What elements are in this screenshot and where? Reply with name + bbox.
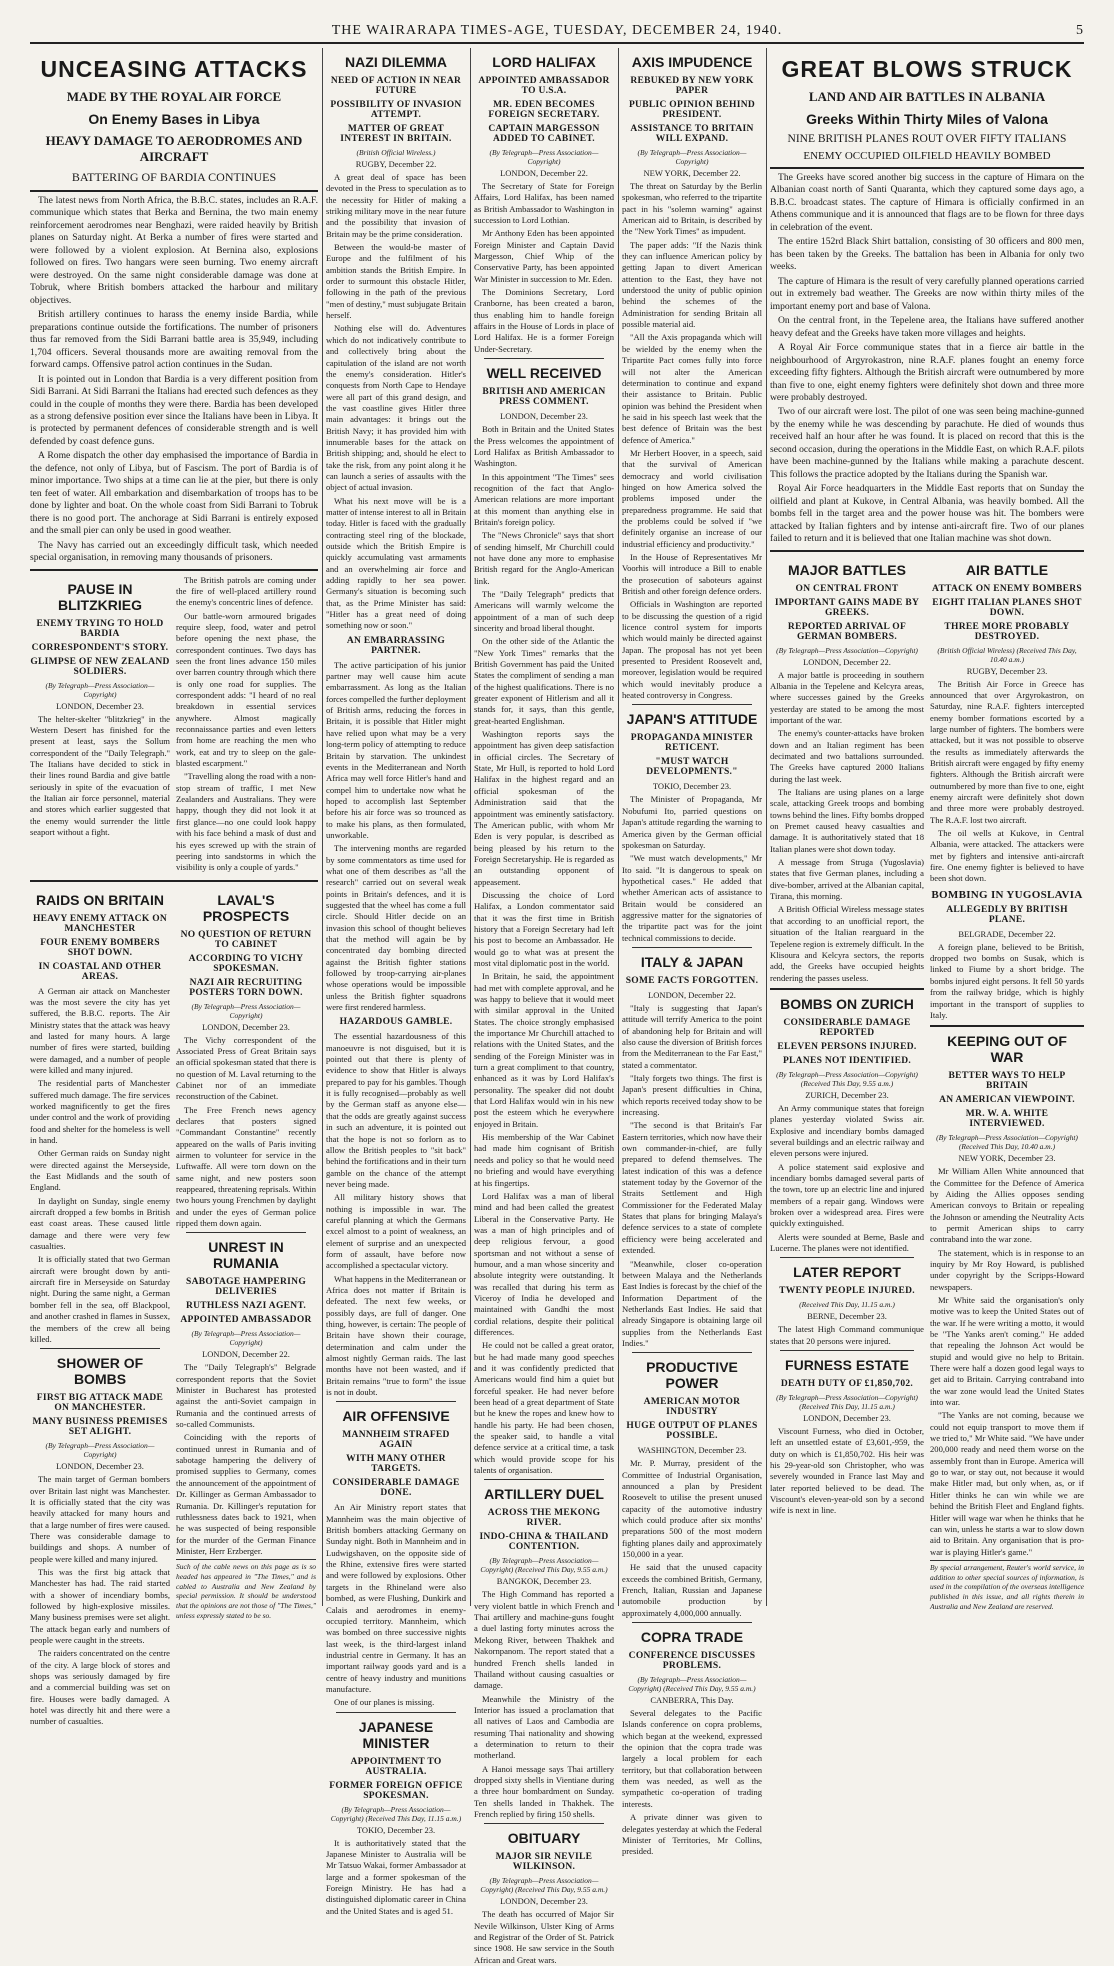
column-1: [30, 48, 318, 1727]
paragraph: Mr Anthony Eden has been appointed Foreign Minister and Captain David Margesson, Chief Whip of the Conservative Party, has been appointed War Minister in succession to Mr. Eden.: [474, 228, 614, 284]
paragraph: "All the Axis propaganda which will be wielded by the enemy when the Tripartite Pact comes fully into force will not alter the American determination to continue and expand their assistance to Britain. Public opinion was behind the President when he said in his speech last week that the best defence of Britain was the best defence of America.": [622, 332, 762, 445]
credit: (By Telegraph—Press Association—Copyright): [776, 645, 918, 655]
paragraph: A great deal of space has been devoted in the Press to speculation as to the necessity for Hitler of making a striking military move in the near future and the possibility that invasion of Britain may be the prime consideration.: [326, 172, 466, 239]
headline: BOMBS ON ZURICH: [780, 995, 914, 1012]
headline: PRODUCTIVE POWER: [646, 1359, 738, 1392]
paragraph: The Dominions Secretary, Lord Cranborne, has been created a baron, thus enabling him to handle foreign affairs in the House of Lords in place of Lord Halifax. He is a former Foreign Under-Secretary.: [474, 287, 614, 354]
subhead: EIGHT ITALIAN PLANES SHOT DOWN.: [932, 597, 1082, 618]
paragraph: The "Daily Telegraph" predicts that Americans will warmly welcome the appointment of a man of such deep sincerity and broad liberal thought.: [474, 588, 614, 633]
subhead: FIRST BIG ATTACK MADE ON MANCHESTER.: [36, 1393, 164, 1414]
subhead: BETTER WAYS TO HELP BRITAIN: [948, 1071, 1066, 1092]
subhead: PLANES NOT IDENTIFIED.: [782, 1055, 912, 1066]
paragraph: Mr Herbert Hoover, in a speech, said that the survival of American democracy and world civilisation hinged on how America solved the problems imposed under the preparedness programme. He said that the problems could be solved if "we definitely organise an increase of our industrial efficiency and productivity.": [622, 447, 762, 549]
subhead: On Enemy Bases in Libya: [88, 111, 260, 127]
credit: (By Telegraph—Press Association—Copyright) (Received This Day, 9.55 a.m.): [480, 1876, 608, 1895]
page-number: 5: [1076, 23, 1084, 38]
paragraph: It is officially stated that two German aircraft were brought down by anti-aircraft fire in Merseyside on Saturday night. During the same night, a German bomber fell in the sea, off Blackpool, and another crashed in flames in Sussex, the members of the crew all being killed.: [30, 1254, 170, 1344]
paragraph: A Hanoi message says Thai artillery dropped sixty shells in Vientiane during a three hour bombardment on Sunday. Ten shells landed in Thakhek. The French replied by firing 150 shells.: [474, 1763, 614, 1819]
subhead: PROPAGANDA MINISTER RETICENT.: [630, 733, 754, 754]
subhead: CONFERENCE DISCUSSES PROBLEMS.: [628, 1651, 756, 1672]
subhead: MADE BY THE ROYAL AIR FORCE: [66, 89, 282, 104]
subhead: DEATH DUTY OF £1,850,702.: [780, 1379, 914, 1390]
paragraph: Viscount Furness, who died in October, left an unsettled estate of £3,601,-959, the duty on which is £1,850,702. His heir was his 29-year-old son Christopher, who was severely wounded in France last May and later reported believed to be dead. The Viscount's eleven-year-old son by a second wife is next in line.: [770, 1426, 924, 1516]
dateline: LONDON, December 22.: [500, 168, 588, 178]
paragraph: The High Command has reported a very violent battle in which French and Thai artillery and machine-guns fought a duel lasting forty minutes across the Mekong River, between Thakhek and Nakornpanom. The report stated that a hundred French shells landed in Thailand without causing casualties or damage.: [474, 1589, 614, 1691]
headline: LATER REPORT: [793, 1264, 901, 1281]
headline: AIR OFFENSIVE: [342, 1408, 450, 1425]
paragraph: He said that the unused capacity exceeds the combined British, Germany, French, Italian, Russian and Japanese automobile production by approximately 4,000,000 annually.: [622, 1562, 762, 1618]
subhead: CONSIDERABLE DAMAGE REPORTED: [783, 1017, 911, 1038]
paragraph: On the other side of the Atlantic the "New York Times" remarks that the British Government has paid the United States the compliment of sending a man of the highest qualifications. There is no greater exponent of Hitlerism and all it stands for, it says, than this gentle, great-hearted Englishman.: [474, 636, 614, 726]
paragraph: Several delegates to the Pacific Islands conference on copra problems, which began at the weekend, expressed the opinion that the copra trade was largely a local problem for each territory, but that collaboration between them was needed, as well as the sympathetic co-operation of trading interests.: [622, 1708, 762, 1809]
paragraph: Mr William Allen White announced that the Committee for the Defence of America by Aiding the Allies opposes sending American convoys to Britain or repealing the Johnson or amending the Neutrality Acts to permit American ships to carry contraband into the war zone.: [930, 1166, 1084, 1245]
paragraph: The raiders concentrated on the centre of the city. A large block of stores and shops was seriously damaged by fire and a commercial building was set on fire. Houses were badly damaged. A hotel was directly hit and there were a number of casualties.: [30, 1648, 170, 1727]
headline: LORD HALIFAX: [492, 54, 596, 70]
paragraph: The "Daily Telegraph's" Belgrade correspondent reports that the Soviet Minister in Bucharest has protested against the anti-Soviet campaign in Rumania and the continued arrests of so-called Communists.: [176, 1362, 316, 1430]
subhead: ASSISTANCE TO BRITAIN WILL EXPAND.: [630, 124, 754, 144]
credit: (By Telegraph—Press Association—Copyright): [489, 148, 599, 166]
article-body: [770, 172, 1084, 546]
dateline: BELGRADE, December 22.: [958, 928, 1056, 939]
paragraph: Between the would-be master of Europe and the fulfilment of his ambition stands the British Empire. In order to surmount this obstacle Hitler, following in the path of the previous "men of destiny," must subjugate Britain herself.: [326, 242, 466, 321]
subhead: SOME FACTS FORGOTTEN.: [625, 975, 759, 986]
article-pause-cont: [176, 575, 316, 876]
dateline: LONDON, December 23.: [56, 1461, 144, 1472]
credit: (By Telegraph—Press Association—Copyright): [191, 1329, 301, 1348]
credit: (British Official Wireless.): [356, 148, 436, 157]
headline: PAUSE IN BLITZKRIEG: [58, 580, 142, 613]
headline: JAPANESE MINISTER: [358, 1718, 434, 1751]
subhead: APPOINTMENT TO AUSTRALIA.: [350, 1756, 442, 1777]
subhead: AN AMERICAN VIEWPOINT.: [939, 1095, 1075, 1106]
paragraph: "The second is that Britain's Far Eastern territories, which now have their own commander-in-chief, are fully prepared to defend themselves. The latest indication of this was a defence statement today by the Governor of the Straits Settlement and High Commissioner for the Federated Malay States that plans for bringing Malaya's defence services to a state of complete efficiency were being accelerated and extended.: [622, 1120, 762, 1256]
column-rule: [470, 48, 471, 1606]
paragraph: Nothing else will do. Adventures which do not indicatively contribute to and collectively bring about the capitulation of the island are not worth the enemy's consideration. Hitler's conquests from North Cape to Hendaye were all part of this grand design, and the vast coastline gives Hitler three main advantages: it brings out the British Navy; it has provided him with innumerable bases for the attack on British shipping; and, should he elect to take the risk, from any point along it he can launch a series of assaults with the object of actual invasion.: [326, 323, 466, 493]
subhead: RUTHLESS NAZI AGENT.: [185, 1301, 307, 1312]
paragraph: The threat on Saturday by the Berlin spokesman, who referred to the tripartite pact in his "solemn warning" against American aid to Britain, is described by the "New York Times" as impudent.: [622, 181, 762, 237]
paragraph: The death has occurred of Major Sir Nevile Wilkinson, Ulster King of Arms and Registrar of the Order of St. Patrick since 1908. He saw service in the South African and Great wars.: [474, 1909, 614, 1965]
column-3: [474, 48, 614, 1965]
paragraph: Alerts were sounded at Berne, Basle and Lucerne. The planes were not identified.: [770, 1231, 924, 1253]
paragraph: Other German raids on Sunday night were directed against the Merseyside, the East Midlands and the south of England.: [30, 1148, 170, 1193]
dateline: LONDON, December 23.: [500, 411, 588, 422]
subhead: WITH MANY OTHER TARGETS.: [346, 1454, 446, 1475]
paragraph: The enemy's counter-attacks have broken down and an Italian regiment has been decimated and two battalions surrounded. The Greeks have captured 2000 Italians during the last week.: [770, 728, 924, 784]
paragraph: On the central front, in the Tepelene area, the Italians have suffered another heavy defeat and the Greeks have taken more villages and heights.: [770, 315, 1084, 339]
paragraph: Both in Britain and the United States the Press welcomes the appointment of Lord Halifax as British Ambassador to Washington.: [474, 424, 614, 469]
paragraph: Our battle-worn armoured brigades require sleep, food, water and petrol before opening the next phase, the correspondent continues. Two days has seen the front lines advance 150 miles over barren country through which there is only one road for supplies. The correspondent adds: "I heard of no real breakdown in essential services anywhere. Almost magically reconnaissance parties and even letters from home are reaching the men who work, eat and try to sleep on the gale-blasted escarpment.": [176, 610, 316, 769]
subhead: MR. W. A. WHITE INTERVIEWED.: [965, 1109, 1049, 1130]
subhead: ENEMY TRYING TO HOLD BARDIA: [36, 618, 164, 639]
paragraph: It is pointed out in London that Bardia is a very different position from Sidi Barrani. At Sidi Barrani the Italians had erected such defences as they could in the couple of months they were there. Bardia has been developed as a strong defensive position ever since the Italians have been in Libya. It is protected by permanent defences of considerable strength and is well defended by coast defence guns.: [30, 373, 318, 447]
subhead: NAZI AIR RECRUITING POSTERS TORN DOWN.: [189, 977, 303, 998]
headline-unceasing-attacks: UNCEASING ATTACKS: [40, 56, 308, 82]
dateline: ZURICH, December 23.: [805, 1089, 889, 1100]
paragraph: A message from Struga (Yugoslavia) states that five German planes, including a dive-bomber, arrived at the Albanian capital, Tirana, this morning.: [770, 857, 924, 902]
headline: COPRA TRADE: [640, 1629, 744, 1646]
subhead: ACROSS THE MEKONG RIVER.: [487, 1508, 601, 1529]
paragraph: Meanwhile the Ministry of the Interior has issued a proclamation that all natives of Laos and Cambodia are resuming Thai nationality and showing a determination to return to their motherland.: [474, 1693, 614, 1761]
dateline: BANGKOK, December 23.: [496, 1576, 592, 1587]
headline: UNREST IN RUMANIA: [208, 1239, 284, 1272]
subhead: NINE BRITISH PLANES ROUT OVER FIFTY ITALIANS: [787, 133, 1067, 145]
paragraph: The entire 152rd Black Shirt battalion, consisting of 30 officers and 800 men, has been taken by the Greeks. The battalion has been in Albania for only two weeks.: [770, 236, 1084, 273]
headline: FURNESS ESTATE: [785, 1357, 909, 1374]
paragraph: A private dinner was given to delegates yesterday at which the Federal Minister of Territories, Mr Collins, presided.: [622, 1812, 762, 1857]
paragraph: Washington reports says the appointment has given deep satisfaction in official circles. The Secretary of State, Mr Hull, is reported to hold Lord Halifax in the highest regard and an official spokesman of the Administration said that the appointment was eminently satisfactory. The American public, with whom Mr Eden is very popular, is described as being pleased by his return to the Foreign Secretaryship. He is regarded as an outstanding opponent of appeasement.: [474, 729, 614, 887]
paragraph: An Army communique states that foreign planes yesterday violated Swiss air. Explosive and incendiary bombs damaged several buildings and an electric railway and eleven persons were injured.: [770, 1102, 924, 1159]
headline: SHOWER OF BOMBS: [56, 1355, 144, 1388]
dateline: NEW YORK, December 23.: [958, 1153, 1056, 1164]
paragraph: The residential parts of Manchester suffered much damage. The fire services worked magnificently to get the fires under control and the work of providing food and shelter for the homeless is well in hand.: [30, 1078, 170, 1145]
paragraph: A British Official Wireless message states that according to an unofficial report, the situation of the Italian rearguard in the Tepelene region is extremely difficult. In the Klisoura and Kelcyra sectors, the reports add, the Greeks have occupied heights rendering the passes useless.: [770, 904, 924, 983]
headline-great-blows: GREAT BLOWS STRUCK: [781, 56, 1073, 82]
paragraph: "We must watch developments," Mr Ito said. "It is dangerous to speak on hypothetical cases." He added that whether American acts of assistance to Britain would be considered an aggressive matter for the signatories of the tripartite pact was for the joint technical commissions to decide.: [622, 853, 762, 943]
subhead: MATTER OF GREAT INTEREST IN BRITAIN.: [340, 124, 452, 144]
subhead: CONSIDERABLE DAMAGE DONE.: [332, 1478, 460, 1499]
column-rule: [322, 48, 323, 1606]
crosshead: AN EMBARRASSING PARTNER.: [346, 635, 446, 656]
paragraph: A police statement said explosive and incendiary bombs damaged several parts of the town, tore up an electric line and injured members of a repair gang. Windows were broken over a widespread area. Fires were quickly extinguished.: [770, 1161, 924, 1229]
column-4: [622, 48, 762, 1857]
dateline: RUGBY, December 22.: [355, 159, 437, 169]
headline: RAIDS ON BRITAIN: [35, 891, 165, 908]
paragraph: A Royal Air Force communique states that in a fierce air battle in the neighbourhood of Argyrokastron, nine R.A.F. planes fought an enemy force exceeding fifty fighters. Although the British aircraft were outnumbered by more than five to one, eight enemy fighters were definitely shot down and three more were probably destroyed.: [770, 342, 1084, 403]
paragraph: The Navy has carried out an exceedingly difficult task, which needed special organisation, in removing many thousands of prisoners.: [30, 539, 318, 564]
subhead: MAJOR SIR NEVILE WILKINSON.: [495, 1852, 593, 1873]
headline: AXIS IMPUDENCE: [631, 54, 753, 70]
paragraph: "Meanwhile, closer co-operation between Malaya and the Netherlands East Indies is forecast by the chief of the Information Department of the Netherlands East Indies. He said that already Singapore is obtaining large oil supplies from the Netherlands East Indies.": [622, 1258, 762, 1348]
subhead: FORMER FOREIGN OFFICE SPOKESMAN.: [329, 1780, 463, 1801]
footnote: By special arrangement, Reuter's world service, in addition to other special sources of information, is used in the compilation of the overseas intelligence published in this issue, and all rights therein in Australia and New Zealand are reserved.: [930, 1560, 1084, 1612]
paragraph: The British Air Force in Greece has announced that over Argyrokastron, on Saturday, nine R.A.F. fighters intercepted enemy bomber formations escorted by a large number of fighters. The bombers were attacked, but it was not possible to observe the results as immediately afterwards the British aircraft were engaged by fifty enemy fighters. Although the British aircraft were outnumbered by more than five to one, eight enemy aircraft were definitely shot down and three more were probably destroyed. The R.A.F. lost two aircraft.: [930, 678, 1084, 825]
dateline: TOKIO, December 23.: [652, 781, 732, 792]
subhead: POSSIBILITY OF INVASION ATTEMPT.: [330, 100, 462, 120]
paragraph: The capture of Himara is the result of very carefully planned operations carried out in extremely bad weather. The Greeks are now within thirty miles of the important enemy port and base of Valona.: [770, 275, 1084, 312]
article-air-battle: [930, 556, 1084, 1612]
credit: (By Telegraph—Press Association—Copyright): [45, 1441, 155, 1460]
paragraph: "Travelling along the road with a non-stop stream of traffic, I met New Zealanders and Australians. They were happy, though they did not look it at first glance—no one could look happy with his face behind a mask of dust and his eyes screwed up with the strain of peering into sandstorms in which the visibility is only a couple of yards.": [176, 771, 316, 873]
credit: (British Official Wireless) (Received This Day, 10.40 a.m.): [937, 645, 1077, 664]
subhead: SABOTAGE HAMPERING DELIVERIES: [185, 1277, 307, 1298]
dateline: LONDON, December 23.: [56, 700, 144, 711]
subhead: HEAVY ENEMY ATTACK ON MANCHESTER: [32, 913, 168, 934]
paragraph: The latest news from North Africa, the B.B.C. states, includes an R.A.F. communique which states that Berka and Bernina, the two main enemy reinforcement aerodromes near Benghazi, were raided heavily by British planes on Saturday night. At Berka a number of fires were started and were followed by a violent explosion. At Bernina also, explosions followed on fires. Two hangars were seen burning. Two enemy aircraft were destroyed. On the same night considerable damage was done at Tobruk, where British bombers attacked the harbour and military objectives.: [30, 195, 318, 306]
credit: (By Telegraph—Press Association—Copyright) (Received This Day, 11.15 a.m.): [330, 1804, 462, 1823]
paragraph: The intervening months are regarded by some commentators as time used for what one of them describes as "all the research" carried out on several weak points in Britain's defences, and it is suggested that the wheel has come a full circle. Should Hitler decide on an invasion this school of thought believes that the method will again be by concentrated day bombing directed against the British fighter stations followed by troop-carrying air-planes whose operations would be impossible unless the British fighter squadrons were first rendered harmless.: [326, 843, 466, 1013]
dateline: BERNE, December 23.: [807, 1311, 887, 1322]
paragraph: In daylight on Sunday, single enemy aircraft dropped a few bombs in British east coast areas. These caused little damage and there were very few casualties.: [30, 1195, 170, 1252]
subhead: Greeks Within Thirty Miles of Valona: [806, 111, 1048, 127]
paragraph: The helter-skelter "blitzkrieg" in the Western Desert has finished for the present at least, says the Sollum correspondent of the "Daily Telegraph." The Italians have decided to stick in their lines round Bardia and give battle seriously in spite of the evacuation of the Italian air force personnel, material and stores which earlier suggested that the enemy would surrender the little seaport without a fight.: [30, 713, 170, 838]
credit: (By Telegraph—Press Association—Copyright) (Received This Day, 9.55 a.m.): [776, 1069, 918, 1088]
footnote: Such of the cable news on this page as is so headed has appeared in "The Times," and is cabled to Australia and New Zealand by special permission. It should be understood that the opinions are not those of "The Times," unless expressly stated to be so.: [176, 1559, 316, 1621]
paragraph: The Free French news agency declares that posters signed "Commandant Constantine" recently appeared on the walls of Paris inviting airmen to volunteer for service in the Luftwaffe. All were torn down on the same night, and new posters soon reappeared, threatening reprisals. Within two hours young Frenchmen by daylight and under the eyes of German police ripped them down again.: [176, 1104, 316, 1229]
subhead: ON CENTRAL FRONT: [795, 583, 899, 594]
credit: (Received This Day, 11.15 a.m.): [799, 1300, 895, 1310]
paragraph: His membership of the War Cabinet had made him cognisant of British needs and policy so that he would need no briefing and would have everything at his fingertips.: [474, 1132, 614, 1188]
dateline: CANBERRA, This Day.: [650, 1695, 734, 1706]
paragraph: The British patrols are coming under the fire of well-placed artillery round the enemy's concentric lines of defence.: [176, 574, 316, 608]
masthead-title: THE WAIRARAPA TIMES-AGE, TUESDAY, DECEMBER 24, 1940.: [331, 23, 783, 38]
subhead: IMPORTANT GAINS MADE BY GREEKS.: [774, 597, 920, 618]
credit: (By Telegraph—Press Association—Copyright): [45, 680, 155, 699]
paragraph: All military history shows that nothing is impossible in war. The careful planning at which the Germans excel almost to a point of weakness, an element of surprise and an unexpected form of assault, have before now accomplished a spectacular victory.: [326, 1192, 466, 1271]
paragraph: What happens in the Mediterranean or Africa does not matter if Britain is defeated. The next few weeks, or possibly days, are full of danger. One thing, however, is certain: The people of Britain have shown their courage, determination and calm under the almost nightly German raids. The last months have not been wasted, and if Britain remains "true to form" the issue is not in doubt.: [326, 1273, 466, 1398]
headline: ITALY & JAPAN: [640, 953, 744, 970]
subhead: AMERICAN MOTOR INDUSTRY: [643, 1397, 741, 1418]
subhead: APPOINTED AMBASSADOR: [180, 1315, 312, 1326]
subhead: ELEVEN PERSONS INJURED.: [777, 1041, 917, 1052]
subhead: HUGE OUTPUT OF PLANES POSSIBLE.: [626, 1421, 758, 1442]
subhead: ALLEGEDLY BY BRITISH PLANE.: [946, 904, 1068, 925]
paragraph: Two of our aircraft were lost. The pilot of one was seen being machine-gunned by the enemy while he was descending by parachute. He died of wounds thus received half an hour after he was found. It is placed on record that this is the second occasion, during the operations in the Middle East, on which R.A.F. pilots have been machine-gunned by the Italians while making a parachute descent. This follows the practice adopted by the Italians during the Spanish war.: [770, 406, 1084, 480]
subhead: NEED OF ACTION IN NEAR FUTURE: [330, 76, 462, 96]
subhead: ACCORDING TO VICHY SPOKESMAN.: [188, 953, 304, 974]
paragraph: Discussing the choice of Lord Halifax, a London commentator said that it was the first time in British history that a Foreign Secretary had left his post to become an Ambassador. He would go to what was at present the most vital diplomatic post in the world.: [474, 889, 614, 968]
subhead: INDO-CHINA & THAILAND CONTENTION.: [479, 1532, 609, 1553]
subhead: ENEMY OCCUPIED OILFIELD HEAVILY BOMBED: [803, 150, 1051, 162]
paragraph: "Italy is suggesting that Japan's attitude will terrify America to the point of abandoning help for Britain and will also cause the diversion of British forces from the Mediterranean to the Far East," stated a commentator.: [622, 1002, 762, 1070]
paragraph: The Italians are using planes on a large scale, attacking Greek troops and bombing towns behind the lines. Fifty bombs dropped on Premet caused heavy casualties and damage. It is authoritatively stated that 18 Italian planes were shot down today.: [770, 787, 924, 854]
subhead: FOUR ENEMY BOMBERS SHOT DOWN.: [40, 937, 160, 958]
credit: (By Telegraph—Press Association—Copyright) (Received This Day, 9.55 a.m.): [480, 1556, 608, 1575]
headline: OBITUARY: [507, 1830, 581, 1847]
paragraph: "Italy forgets two things. The first is Japan's present difficulties in China, which reports received today show to be increasing.: [622, 1073, 762, 1118]
paragraph: The active participation of his junior partner may well cause him acute embarrassment. As long as the Italian forces compelled the further deployment of British arms, reducing the forces in Britain, it is possible that Hitler might have relied upon what may be a very long-term policy of attempting to reduce Britain by starvation. The unkindest events in the Mediterranean and North Africa may well force Hitler's hand and compel him to undertake now what he hoped to accomplish last September before his air force was so trounced as to make his plans, as then formulated, unworkable.: [326, 659, 466, 840]
paragraph: An Air Ministry report states that Mannheim was the main objective of British bombers attacking Germany on Sunday night. Both in Mannheim and in Ludwigshaven, on the opposite side of the Rhine, extensive fires were started and were followed by explosions. Other targets in the Rhineland were also bombed, as were Flushing, Dunkirk and Calais and aerodromes in enemy-occupied territory. Mannheim, which was bombed on three successive nights last week, is the third-largest inland industrial centre in Germany. It has an important railway goods yard and is a centre of heavy industry and munitions manufacture.: [326, 1502, 466, 1694]
credit: (By Telegraph—Press Association—Copyright) (Received This Day, 9.55 a.m.): [628, 1675, 756, 1694]
paragraph: A Rome dispatch the other day emphasised the importance of Bardia in the defence, not only of Libya, but of Fascism. The port of Bardia is of minor importance. Two ships at a time can lie at the pier, but there is only ten feet of water. All embarkation and disembarkation of troops has to be done by lighter and boat. On the whole coast from Sidi Barrani to Tobruk there is no good port. The anchorage at Sidi Barrani is entirely exposed and the small pier can only be used in good weather.: [30, 450, 318, 537]
paragraph: In the House of Representatives Mr Voorhis will introduce a Bill to enable the prosecution of saboteurs against British and other foreign defence orders.: [622, 552, 762, 597]
headline: LAVAL'S PROSPECTS: [202, 891, 290, 924]
article-laval: [176, 886, 316, 1730]
dateline: LONDON, December 22.: [202, 1349, 290, 1360]
column-5: [770, 48, 1084, 1611]
headline: JAPAN'S ATTITUDE: [626, 711, 758, 728]
column-rule: [618, 48, 619, 1606]
column-2: [326, 48, 466, 1916]
dateline: LONDON, December 22.: [648, 989, 736, 1000]
subhead: NO QUESTION OF RETURN TO CABINET: [180, 929, 312, 950]
paragraph: A German air attack on Manchester was the most severe the city has yet suffered, the B.B.C. reports. The Air Ministry states that the attack was heavy and lasted for many hours. A large number of fires were started, building were damaged, and a number of people were killed and many injured.: [30, 985, 170, 1075]
paragraph: What his next move will be is a matter of intense interest to all in Britain today. Hitler is faced with the gradually contracting steel ring of the blockade, outside which the British Empire is quickly accumulating vast armaments and an overwhelming air force and adding rapidly to her sea power. Germany's situation is becoming such that, as the Prime Minister has said: "Hitler has a great need of doing something now or soon.": [326, 495, 466, 631]
crosshead: HAZARDOUS GAMBLE.: [339, 1017, 453, 1028]
article-pause: [30, 575, 170, 876]
masthead: [30, 20, 1084, 44]
article-body: [30, 195, 318, 565]
paragraph: It is authoritatively stated that the Japanese Minister to Australia will be Mr Tatsuo Wakai, former Ambassador at large and a former spokesman of the Foreign Ministry. He has had a distinguished diplomatic career in China and the United States and is aged 51.: [326, 1837, 466, 1916]
dateline: NEW YORK, December 22.: [643, 168, 741, 178]
dateline: WASHINGTON, December 23.: [637, 1445, 747, 1456]
paragraph: A foreign plane, believed to be British, dropped two bombs on Susak, which is linked to Fiume by a short bridge. The bombs injured eight persons. It fell 50 yards from the railway bridge, which is highly important in the transport of supplies to Italy.: [930, 941, 1084, 1020]
paragraph: The oil wells at Kukove, in Central Albania, were attacked. The attackers were met by fighters and intensive anti-aircraft fire. One enemy fighter is believed to have been shot down.: [930, 828, 1084, 884]
subhead: MR. EDEN BECOMES FOREIGN SECRETARY.: [488, 100, 600, 120]
paragraph: The main target of German bombers over Britain last night was Manchester. It is officially stated that the city was heavily attacked for many hours and that a large number of fires were caused. There was considerable damage to buildings and shops. A number of people were killed and many injured.: [30, 1474, 170, 1564]
credit: (By Telegraph—Press Association—Copyright): [637, 148, 747, 166]
paragraph: In this appointment "The Times" sees recognition of the fact that Anglo-American relations are more important at this moment than anything else in Britain's foreign policy.: [474, 471, 614, 527]
subhead: THREE MORE PROBABLY DESTROYED.: [944, 621, 1070, 642]
subhead: LAND AND AIR BATTLES IN ALBANIA: [808, 89, 1046, 104]
subhead: APPOINTED AMBASSADOR TO U.S.A.: [478, 76, 610, 96]
article-major-battles: [770, 556, 924, 1612]
paragraph: The Greeks have scored another big success in the capture of Himara on the Albanian coast north of Santi Quaranta, which they captured some days ago, a B.B.C. broadcast states. The capture of Himara is officially confirmed in an Athens communique and it is announced that flags are to be flown for three days in celebration of the event.: [770, 172, 1084, 233]
paragraph: Mr White said the organisation's only motive was to keep the United States out of the war. If he were writing a motto, it would be "The Yanks aren't coming." He added that repealing the Johnson Act would be stupid and would give no help to Britain. There were half a dozen good legal ways to get aid to Britain. Carrying contraband into the war zone would lead the United States into war.: [930, 1294, 1084, 1408]
paragraph: The latest High Command communique states that 20 persons were injured.: [770, 1324, 924, 1346]
credit: (By Telegraph—Press Association—Copyright) (Received This Day, 11.15 a.m.): [776, 1393, 918, 1412]
subhead: BOMBING IN YUGOSLAVIA: [931, 888, 1083, 901]
headline: NAZI DILEMMA: [345, 54, 447, 70]
dateline: LONDON, December 23.: [500, 1896, 588, 1907]
dateline: RUGBY, December 23.: [966, 665, 1048, 676]
dateline: LONDON, December 23.: [202, 1021, 290, 1032]
paragraph: The "News Chronicle" says that short of sending himself, Mr Churchill could not have done any more to emphasise British regard for the Anglo-American link.: [474, 530, 614, 586]
paragraph: Royal Air Force headquarters in the Middle East reports that on Sunday the oilfield and plant at Kukove, in Central Albania, was heavily bombed. All the bombs fell in the target area and the power house was hit. The bombers were attacked by Italian fighters and by intense anti-aircraft fire. Two of our planes failed to return and it is believed that one Italian machine was shot down.: [770, 483, 1084, 545]
dateline: TOKIO, December 23.: [356, 1824, 436, 1835]
paragraph: The Secretary of State for Foreign Affairs, Lord Halifax, has been named as British Ambassador to Washington in succession to Lord Lothian.: [474, 181, 614, 226]
dateline: LONDON, December 23.: [803, 1413, 891, 1424]
paragraph: The essential hazardousness of this manoeuvre is not disguised, but it is pointed out that there is plenty of evidence to show that Hitler is always prepared to pay for his gambles. Though it is fully recognised—probably as well by the German staff as anyone else—that the odds are greatly against success in such an adventure, it is pointed out that the hope is not so forlorn as to allow the British peoples to "sit back" behind the fortifications and in their turn gamble on the chance of the attempt never being made.: [326, 1031, 466, 1189]
paragraph: Lord Halifax was a man of liberal mind and had been called the greatest Liberal in the Conservative Party. He was a man of high principles and of deep religious fervour, a good sportsman and not without a sense of humour, and a man whose sincerity and absolute integrity were outstanding. It was recalled that during his term as Viceroy of India he developed and maintained with Gandhi the most cordial relations, despite their political differences.: [474, 1190, 614, 1337]
subhead: BRITISH AND AMERICAN PRESS COMMENT.: [482, 387, 606, 408]
subhead: HEAVY DAMAGE TO AERODROMES AND AIRCRAFT: [45, 133, 303, 164]
paragraph: The statement, which is in response to an inquiry by Mr Roy Howard, is published under copyright by the Scripps-Howard newspapers.: [930, 1247, 1084, 1292]
subhead: IN COASTAL AND OTHER AREAS.: [38, 961, 162, 982]
headline: WELL RECEIVED: [486, 365, 602, 382]
subhead: ATTACK ON ENEMY BOMBERS: [931, 583, 1083, 594]
paragraph: Coinciding with the reports of continued unrest in Rumania and of sabotage hampering the delivery of promised supplies to Germany, comes the announcement of the appointment of Dr. Killinger as German Ambassador to Rumania. Dr. Killinger's reputation for ruthlessness dates back to 1921, when he was suspected of being responsible for the murder of the German Finance Minister, Herr Erzberger.: [176, 1432, 316, 1556]
credit: (By Telegraph—Press Association—Copyright): [191, 1001, 301, 1020]
paragraph: A major battle is proceeding in southern Albania in the Tepelene and Kelcyra areas, where successes gained by the Greeks yesterday are stated to be among the most important of the war.: [770, 669, 924, 725]
subhead: GLIMPSE OF NEW ZEALAND SOLDIERS.: [30, 656, 170, 677]
paragraph: British artillery continues to harass the enemy inside Bardia, while preparations continue outside the fortifications. The number of prisoners thus far removed from the Sidi Barrani battle area is 35,949, including 1,704 officers. Several thousands more are awaiting removal from the forward camps. Offensive patrol action continues in the Sudan.: [30, 309, 318, 371]
article-raids: [30, 886, 170, 1730]
paragraph: The paper adds: "If the Nazis think they can influence American policy by getting Japan to divert American attention to the East, they have not understood the unity of public opinion behind the schemes of the Administration for sending Britain all possible material aid.: [622, 239, 762, 330]
column-rule: [766, 48, 767, 1606]
paragraph: This was the first big attack that Manchester has had. The raid started with a shower of incendiary bombs, followed by high-explosive missiles. Many business premises were set alight. The attack began early and numbers of people were caught in the streets.: [30, 1566, 170, 1645]
subhead: CORRESPONDENT'S STORY.: [31, 642, 169, 653]
dateline: LONDON, December 22.: [803, 656, 891, 667]
credit: (By Telegraph—Press Association—Copyright) (Received This Day, 10.40 a.m.): [936, 1133, 1078, 1152]
paragraph: Mr. P. Murray, president of the Committee of Industrial Organisation, announced a plan by President Roosevelt to utilise the present unused capacity of the automotive industry which could produce after six months' preparations 500 of the most modern fighting planes daily and approximately 150,000 in a year.: [622, 1458, 762, 1559]
subhead: BATTERING OF BARDIA CONTINUES: [71, 170, 277, 184]
paragraph: In Britain, he said, the appointment had met with complete approval, and he was happy to believe that it would meet with similar approval in the United States. The choice strongly emphasised the importance Mr Churchill attached to relations with the United States, and the sending of the Foreign Minister was in turn a great compliment to that country, enhanced as it was by Lord Halifax's personality. The speaker did not doubt that Lord Halifax would win in his new post the esteem which he everywhere enjoyed in Britain.: [474, 971, 614, 1129]
headline: MAJOR BATTLES: [788, 561, 906, 578]
paragraph: "The Yanks are not coming, because we could not equip transport to move them if we tried to," Mr White said. "We have under 200,000 ready and need them worse on the assembly front than in Europe. America will go to war, or stay out, not because it would make Hitler mad, but only when, as, or if Hitler thinks he can win while we are behind the British Fleet and England fights. Hitler will wage war when he thinks that he can win, unless he starts a war to slow down aid to Britain. Any organisation that is pro-war is playing Hitler's game.": [930, 1410, 1084, 1557]
subhead: MANNHEIM STRAFED AGAIN: [342, 1430, 450, 1451]
subhead: CAPTAIN MARGESSON ADDED TO CABINET.: [488, 124, 600, 144]
subhead: MANY BUSINESS PREMISES SET ALIGHT.: [32, 1417, 168, 1438]
subhead: REBUKED BY NEW YORK PAPER: [630, 76, 754, 96]
paragraph: Officials in Washington are reported to be discussing the question of a rigid licence control system for imports which would mainly be directed against Japan. The proposal has not yet been presented to President Roosevelt and, moreover, legislation would be required which would inevitably produce a heated controversy in Congress.: [622, 599, 762, 701]
headline: KEEPING OUT OF WAR: [947, 1033, 1067, 1066]
headline: ARTILLERY DUEL: [484, 1486, 604, 1503]
subhead: REPORTED ARRIVAL OF GERMAN BOMBERS.: [787, 621, 907, 642]
subhead: "MUST WATCH DEVELOPMENTS.": [646, 757, 738, 778]
paragraph: The Vichy correspondent of the Associated Press of Great Britain says an official spokesman stated that there is no question of M. Laval returning to the Cabinet nor of an immediate reconstruction of the Cabinet.: [176, 1034, 316, 1102]
subhead: PUBLIC OPINION BEHIND PRESIDENT.: [628, 100, 756, 120]
paragraph: One of our planes is missing.: [334, 1697, 435, 1708]
paragraph: The Minister of Propaganda, Mr Nobufumi Ito, parried questions on Japan's attitude regarding the warning to America given by the German official spokesman on Saturday.: [622, 794, 762, 850]
subhead: TWENTY PEOPLE INJURED.: [779, 1286, 915, 1297]
headline: AIR BATTLE: [965, 561, 1049, 578]
paragraph: He could not be called a great orator, but he had made many good speeches and it was confidently predicted that Americans would find him a quiet but forceful speaker. He had never before been head of a great department of State but he knew the ropes and knew how to handle his party. He had been chosen, the speaker said, to handle a vital defence service at a critical time, a task which would provide scope for his talents of organisation.: [474, 1340, 614, 1476]
